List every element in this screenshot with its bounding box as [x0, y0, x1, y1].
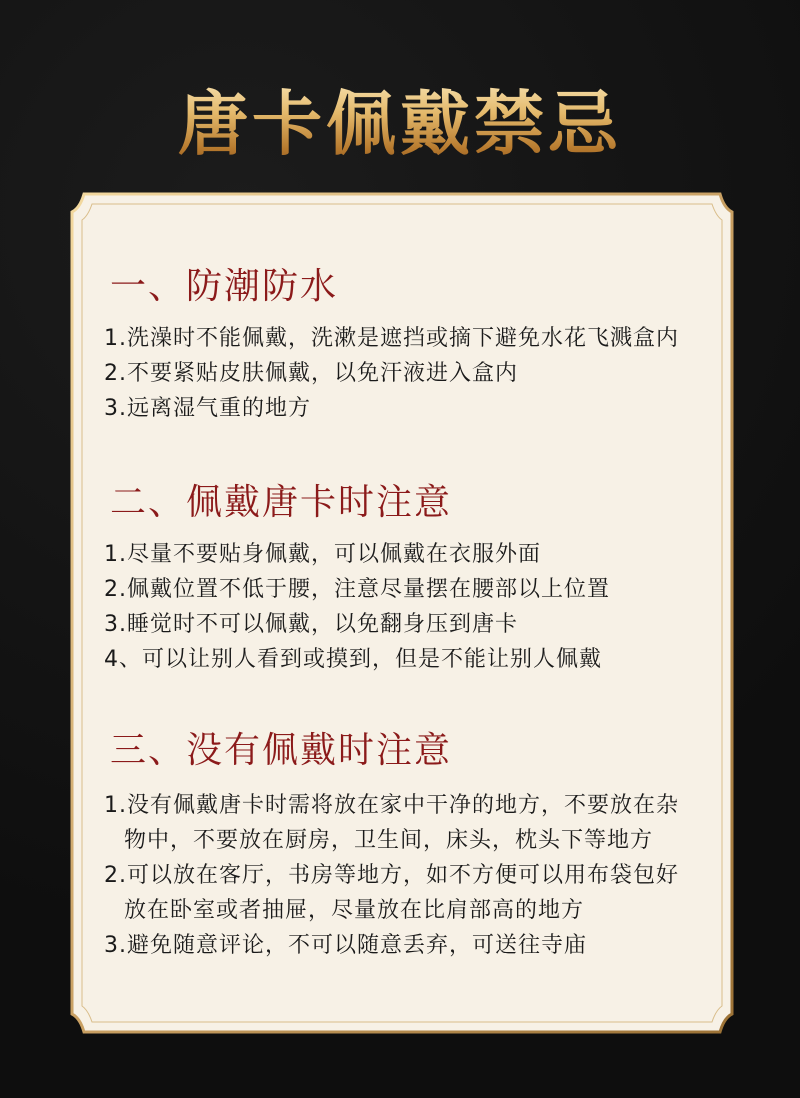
list-item: 3.避免随意评论，不可以随意丢弃，可送往寺庙: [104, 933, 587, 958]
page-title: 唐卡佩戴禁忌: [0, 68, 800, 169]
list-item: 3.睡觉时不可以佩戴，以免翻身压到唐卡: [104, 612, 518, 637]
section-heading-1: 一、防潮防水: [110, 266, 339, 307]
list-item: 2.可以放在客厅，书房等地方，如不方便可以用布袋包好: [104, 863, 679, 888]
list-item: 4、可以让别人看到或摸到，但是不能让别人佩戴: [104, 647, 602, 672]
list-item: 2.不要紧贴皮肤佩戴，以免汗液进入盒内: [104, 361, 518, 386]
list-item: 1.没有佩戴唐卡时需将放在家中干净的地方，不要放在杂: [104, 793, 679, 818]
list-item: 1.尽量不要贴身佩戴，可以佩戴在衣服外面: [104, 542, 541, 567]
list-item: 3.远离湿气重的地方: [104, 396, 311, 421]
list-item: 1.洗澡时不能佩戴，洗漱是遮挡或摘下避免水花飞溅盒内: [104, 326, 679, 351]
section-heading-2: 二、佩戴唐卡时注意: [110, 482, 453, 523]
list-item: 2.佩戴位置不低于腰，注意尽量摆在腰部以上位置: [104, 577, 610, 602]
section-heading-3: 三、没有佩戴时注意: [110, 730, 453, 771]
list-item: 物中，不要放在厨房，卫生间，床头，枕头下等地方: [124, 828, 654, 853]
list-item: 放在卧室或者抽屉，尽量放在比肩部高的地方: [124, 898, 585, 923]
